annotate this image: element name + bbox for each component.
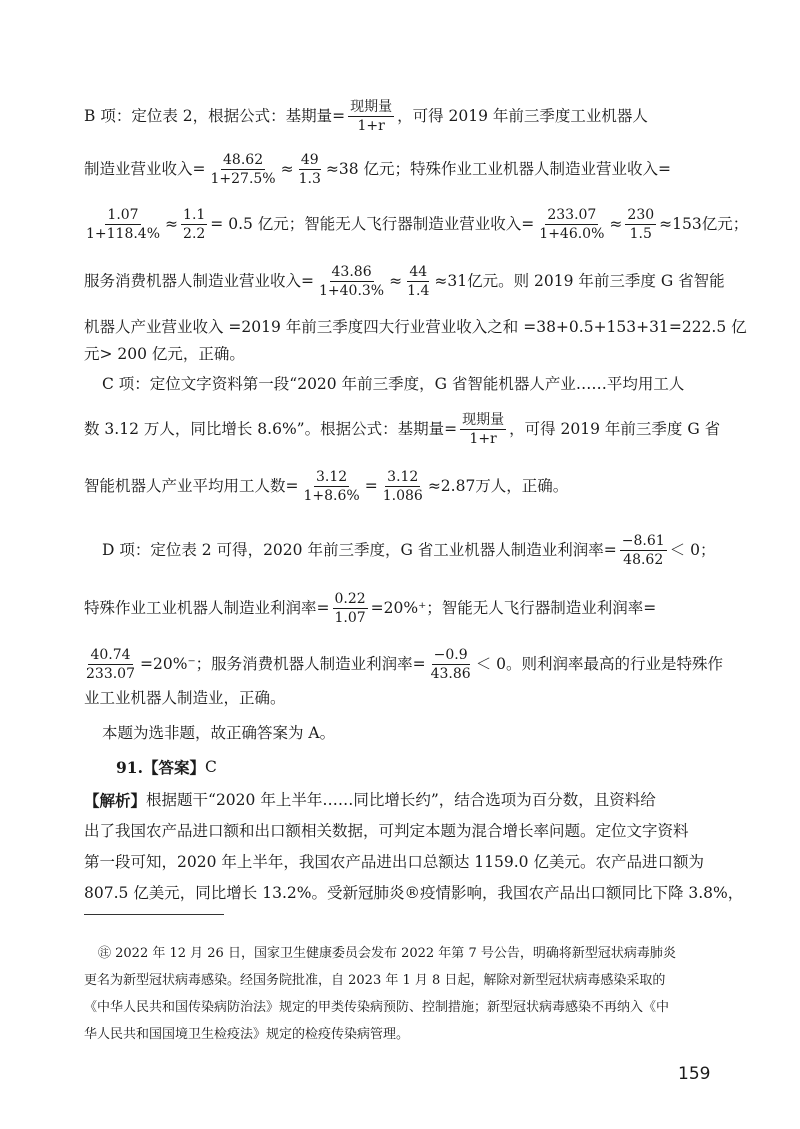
fraction bbox=[84, 208, 162, 241]
text: 数 3.12 万人，同比增长 8.6%”。根据公式：基期量= bbox=[84, 419, 458, 438]
denominator: 2.2 bbox=[183, 226, 206, 242]
q91-line-1 bbox=[84, 793, 716, 809]
numerator: −8.61 bbox=[621, 533, 665, 549]
fraction bbox=[381, 470, 425, 503]
para-d-line-1 bbox=[102, 534, 716, 567]
text: 807.5 亿美元，同比增长 13.2%。受新冠肺炎®疫情影响，我国农产品出口额同比下降 3.8%， bbox=[84, 884, 744, 902]
text: 第一段可知，2020 年上半年，我国农产品进出口总额达 1159.0 亿美元。农产品进口额为 bbox=[84, 853, 704, 871]
para-b-line-4 bbox=[84, 264, 725, 299]
denominator: 1.5 bbox=[629, 226, 652, 242]
numerator: 3.12 bbox=[387, 469, 419, 485]
footnote-line-1 bbox=[98, 942, 716, 961]
denominator: 48.62 bbox=[623, 552, 664, 568]
text: ≈31亿元。则 2019 年前三季度 G 省智能 bbox=[434, 271, 725, 290]
q91-line-3 bbox=[84, 855, 716, 871]
text: ≈ bbox=[165, 214, 179, 233]
fraction bbox=[405, 265, 431, 298]
denominator: 233.07 bbox=[86, 666, 135, 682]
text: ，可得 2019 年前三季度 G 省 bbox=[509, 419, 721, 438]
fraction bbox=[460, 413, 506, 446]
fraction bbox=[84, 648, 137, 681]
fraction bbox=[209, 153, 278, 186]
denominator: 1+27.5% bbox=[210, 171, 276, 187]
numerator: 49 bbox=[300, 152, 319, 168]
numerator: 230 bbox=[627, 207, 655, 223]
text: D 项：定位表 2 可得，2020 年前三季度，G 省工业机器人制造业利润率= bbox=[102, 540, 617, 559]
text: 业工业机器人制造业，正确。 bbox=[84, 689, 286, 707]
q91-answer bbox=[116, 760, 716, 776]
text: 出了我国农产品进口额和出口额相关数据，可判定本题为混合增长率问题。定位文字资料 bbox=[84, 822, 689, 840]
numerator: −0.9 bbox=[433, 647, 468, 663]
text: ≈2.87万人，正确。 bbox=[427, 476, 569, 495]
text: =20%⁻；服务消费机器人制造业利润率= bbox=[140, 654, 426, 673]
text: 根据题干“2020 年上半年……同比增长约”，结合选项为百分数，且资料给 bbox=[146, 791, 656, 809]
denominator: 1+46.0% bbox=[539, 226, 605, 242]
numerator: 44 bbox=[409, 264, 428, 280]
text: =20%⁺；智能无人飞行器制造业利润率= bbox=[370, 598, 657, 617]
denominator: 1+40.3% bbox=[319, 283, 385, 299]
para-b-line-1 bbox=[84, 100, 716, 133]
text: 本题为选非题，故正确答案为 A。 bbox=[102, 724, 336, 742]
numerator: 233.07 bbox=[547, 207, 597, 223]
fraction bbox=[302, 470, 362, 503]
q91-line-4 bbox=[84, 884, 744, 902]
para-b-line-5 bbox=[84, 318, 747, 336]
q91-line-2 bbox=[84, 824, 716, 840]
fraction bbox=[181, 208, 207, 241]
fraction bbox=[620, 534, 667, 567]
text: ＜ 0。则利润率最高的行业是特殊作 bbox=[475, 654, 723, 673]
denominator: 1+118.4% bbox=[86, 226, 161, 242]
para-b-line-3 bbox=[84, 207, 749, 242]
text: C 项：定位文字资料第一段“2020 年前三季度，G 省智能机器人产业……平均用工人 bbox=[102, 375, 685, 393]
para-c-line-2 bbox=[84, 412, 721, 447]
numerator: 现期量 bbox=[350, 99, 393, 115]
numerator: 0.22 bbox=[334, 591, 366, 607]
text: ≈38 亿元；特殊作业工业机器人制造业营业收入= bbox=[325, 159, 672, 178]
text: 智能机器人产业平均用工人数= bbox=[84, 476, 299, 495]
text: B 项：定位表 2，根据公式：基期量= bbox=[84, 106, 346, 125]
text: = bbox=[364, 476, 378, 495]
answer-value: C bbox=[204, 758, 217, 776]
text: 制造业营业收入= bbox=[84, 159, 206, 178]
denominator: 43.86 bbox=[430, 666, 471, 682]
para-b-line-6 bbox=[84, 347, 716, 363]
text: 服务消费机器人制造业营业收入= bbox=[84, 271, 314, 290]
fraction bbox=[625, 208, 656, 241]
para-d-line-3 bbox=[84, 647, 723, 682]
para-c-line-3 bbox=[84, 470, 716, 503]
text: 华人民共和国国境卫生检疫法》规定的检疫传染病管理。 bbox=[84, 1027, 410, 1042]
denominator: 1.3 bbox=[298, 171, 321, 187]
analysis-label: 【解析】 bbox=[84, 791, 147, 810]
para-b-line-2 bbox=[84, 153, 716, 186]
footnote-line-3 bbox=[84, 996, 716, 1015]
text: ≈153亿元； bbox=[659, 214, 749, 233]
numerator: 1.07 bbox=[107, 207, 139, 223]
text: 《中华人民共和国传染病防治法》规定的甲类传染病预防、控制措施；新型冠状病毒感染不再纳入《中 bbox=[84, 1000, 670, 1015]
numerator: 现期量 bbox=[462, 412, 505, 428]
text: 更名为新型冠状病毒感染。经国务院批准，自 2023 年 1 月 8 日起，解除对新型冠状病毒感染采取的 bbox=[84, 973, 666, 988]
para-d-line-2 bbox=[84, 592, 716, 625]
numerator: 1.1 bbox=[183, 207, 206, 223]
denominator: 1+r bbox=[357, 118, 385, 134]
denominator: 1.086 bbox=[382, 488, 423, 504]
numerator: 40.74 bbox=[90, 647, 131, 663]
fraction bbox=[537, 208, 606, 241]
para-c-line-1 bbox=[102, 377, 716, 393]
fraction bbox=[429, 648, 473, 681]
text: 特殊作业工业机器人制造业利润率= bbox=[84, 598, 330, 617]
footnote-line-2 bbox=[84, 969, 716, 988]
denominator: 1.07 bbox=[334, 610, 366, 626]
text: 元> 200 亿元，正确。 bbox=[84, 345, 245, 363]
numerator: 43.86 bbox=[331, 264, 372, 280]
page-number: 159 bbox=[678, 1064, 711, 1084]
text: ，可得 2019 年前三季度工业机器人 bbox=[397, 106, 648, 125]
footnote-divider bbox=[84, 914, 224, 915]
text: ≈ bbox=[280, 159, 294, 178]
fraction bbox=[333, 592, 368, 625]
fraction bbox=[317, 265, 386, 298]
text: = 0.5 亿元；智能无人飞行器制造业营业收入= bbox=[210, 214, 535, 233]
fraction bbox=[348, 100, 394, 133]
answer-label: 91.【答案】 bbox=[116, 758, 205, 777]
conclusion-line bbox=[102, 726, 716, 742]
text: ≈ bbox=[609, 214, 623, 233]
text: ≈ bbox=[389, 271, 403, 290]
fraction bbox=[297, 153, 323, 186]
footnote-line-4 bbox=[84, 1023, 716, 1042]
text: 机器人产业营业收入 =2019 年前三季度四大行业营业收入之和 =38+0.5+153+31=222.5 亿 bbox=[84, 318, 747, 336]
para-d-line-4 bbox=[84, 691, 716, 707]
numerator: 3.12 bbox=[316, 469, 348, 485]
text: ＜ 0； bbox=[669, 540, 716, 559]
numerator: 48.62 bbox=[223, 152, 264, 168]
text: ㊟ 2022 年 12 月 26 日，国家卫生健康委员会发布 2022 年第 7 号公告，明确将新型冠状病毒肺炎 bbox=[98, 946, 676, 961]
denominator: 1+r bbox=[469, 431, 497, 447]
denominator: 1+8.6% bbox=[303, 488, 360, 504]
denominator: 1.4 bbox=[407, 283, 430, 299]
